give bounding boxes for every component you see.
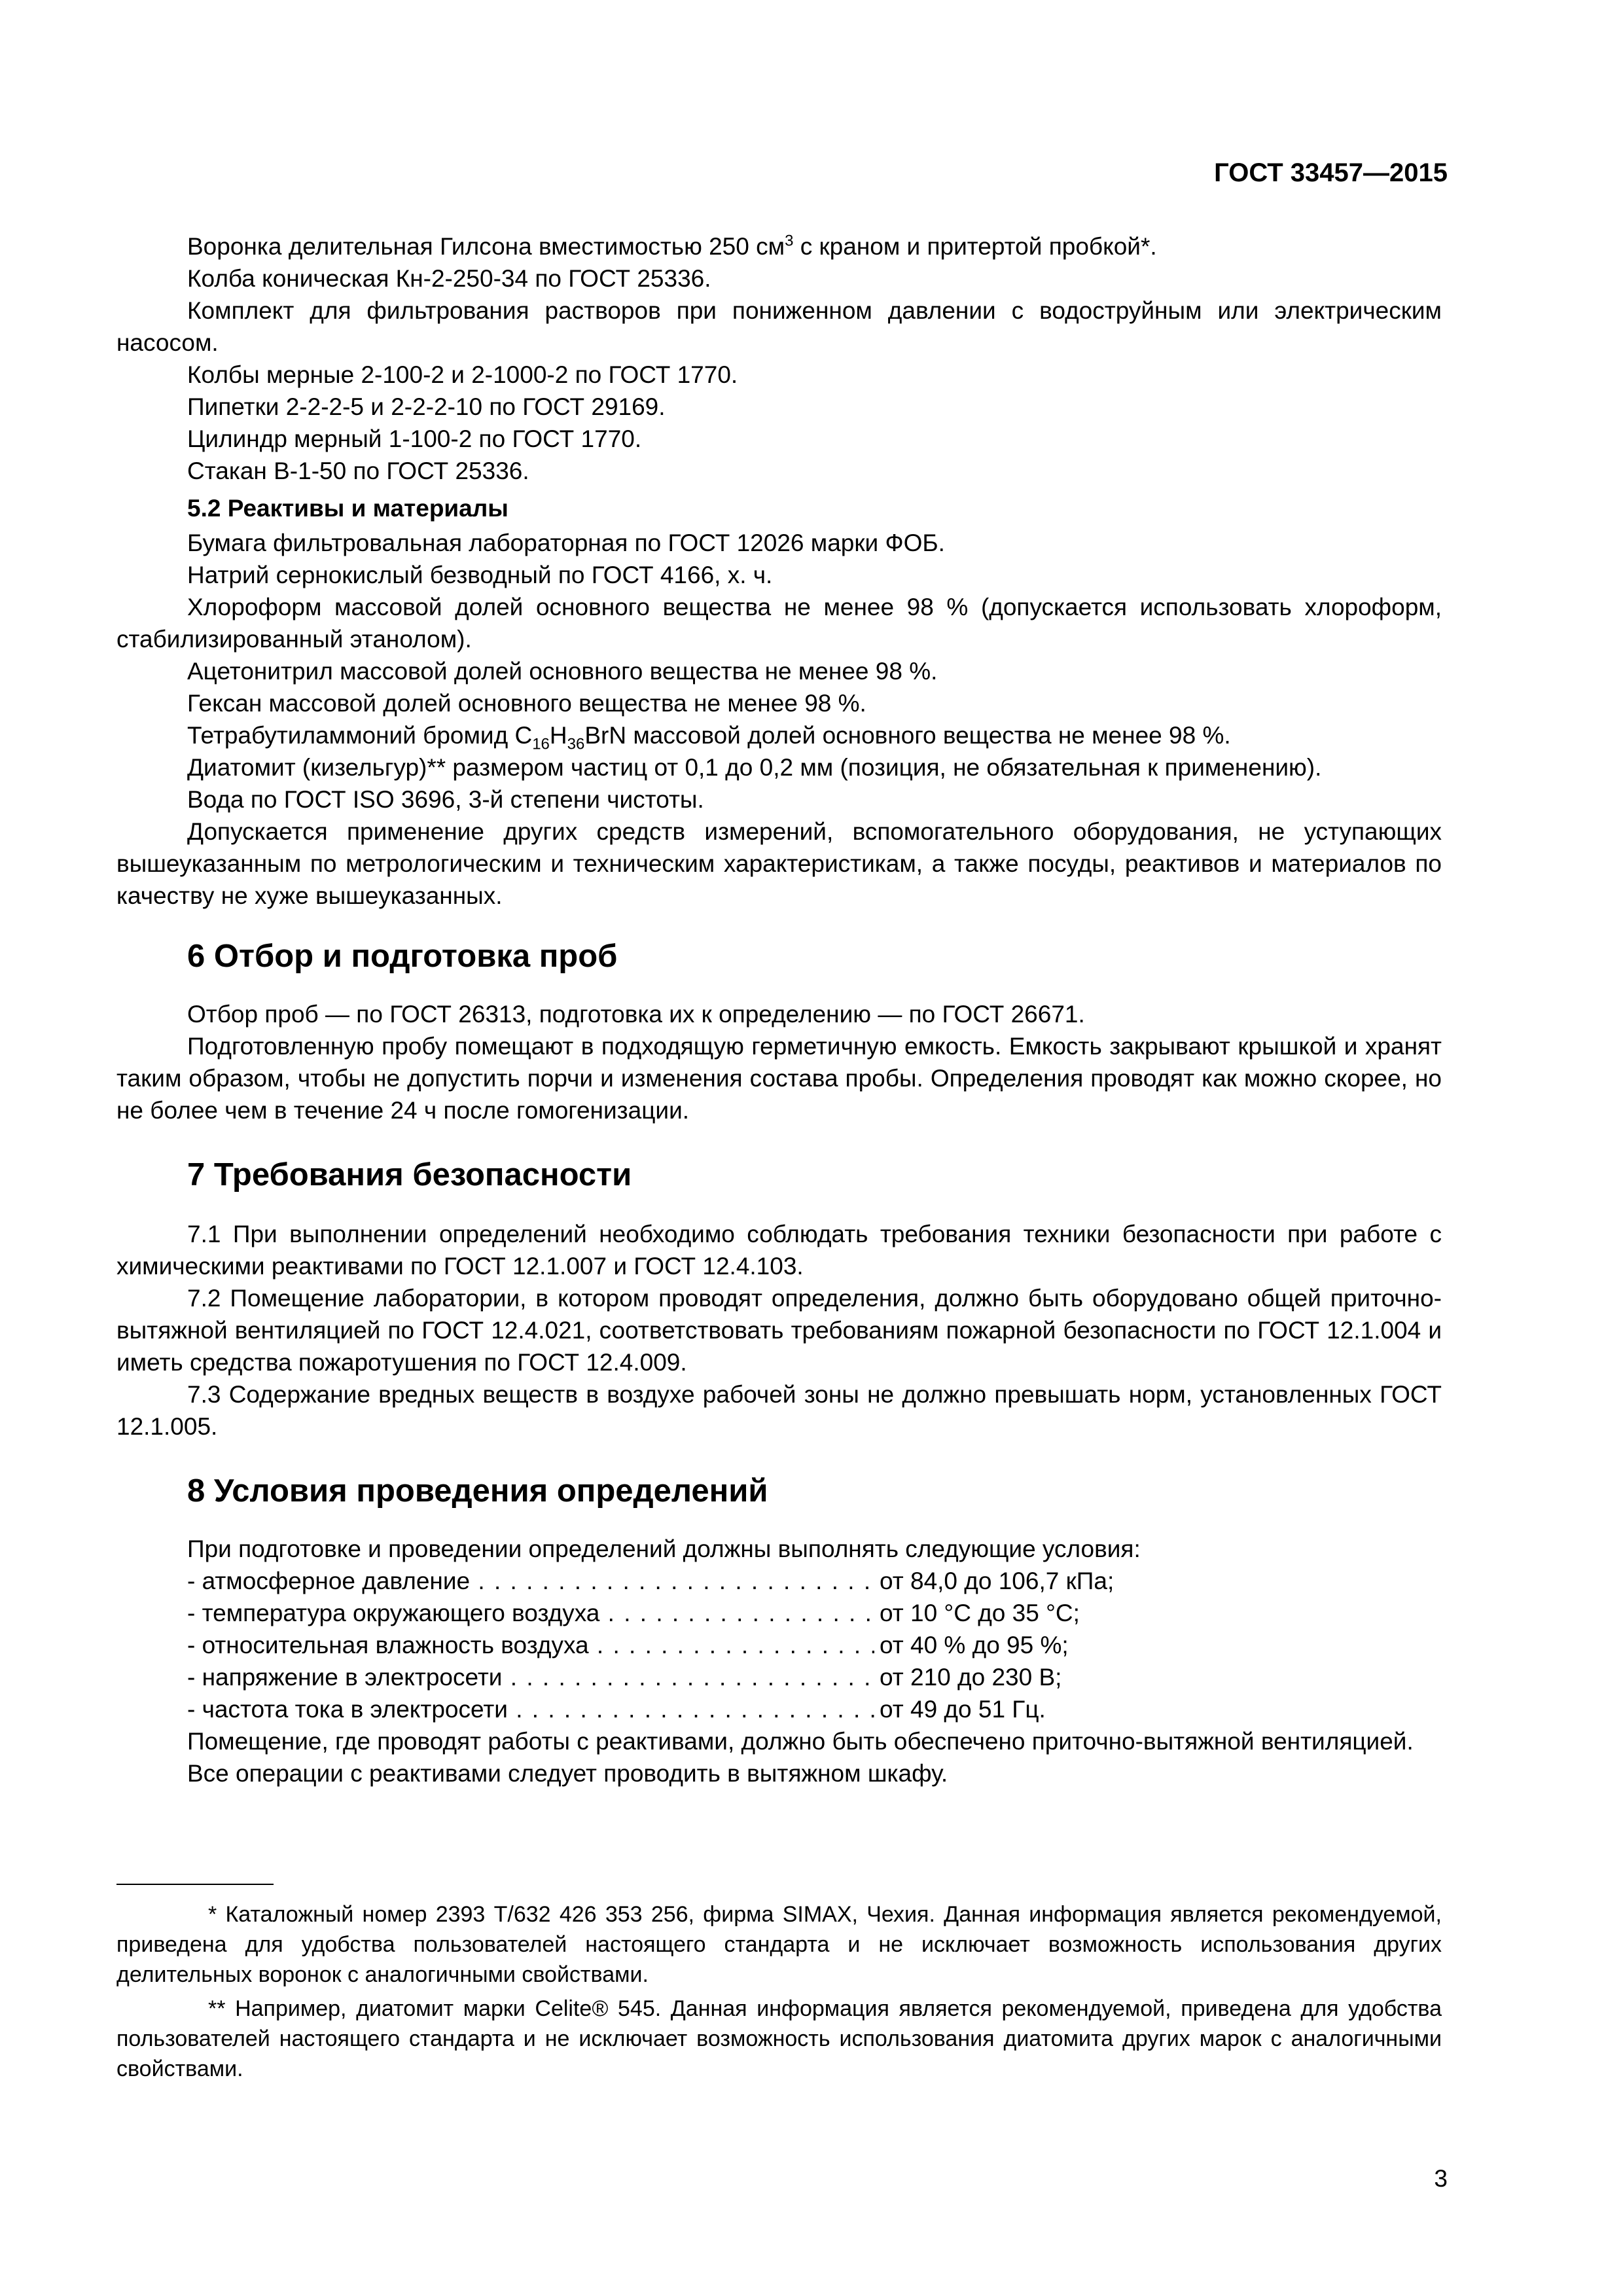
reagent-item: Тетрабутиламмоний бромид $C_{16}H_{36}BrN$ массовой долей основного вещества не менее 98 %. [187, 722, 1231, 753]
section-8-paragraph: Помещение, где проводят работы с реактивами, должно быть обеспечено приточно-вытяжной вентиляцией. [187, 1728, 1414, 1755]
equipment-item: Колбы мерные 2-100-2 и 2-1000-2 по ГОСТ 1770. [187, 361, 738, 388]
reagent-item: Натрий сернокислый безводный по ГОСТ 4166, х. ч. [187, 562, 773, 588]
section-6-paragraph: Подготовленную пробу помещают в подходящую герметичную емкость. Емкость закрывают крышкой и хранят таким образом, чтобы не допустить порчи и изменения состава пробы. Определения проводят как можно скорее, но не более чем в течение 24 ч после гомогенизации. [116, 1033, 1442, 1124]
equipment-item: Колба коническая Кн-2-250-34 по ГОСТ 25336. [187, 265, 711, 292]
reagent-item: Вода по ГОСТ ISO 3696, 3-й степени чистоты. [187, 786, 704, 813]
footnote-2: ** Например, диатомит марки Celite® 545. Данная информация является рекомендуемой, приведена для удобства пользователей настоящего стандарта и не исключает возможность использования диатомита других марок с аналогичными свойствами. [116, 1996, 1442, 2081]
condition-row: - напряжение в электросети . . . от 210 до 230 В; [116, 1661, 1442, 1693]
footnote-divider [116, 1884, 274, 1885]
section-7-paragraph: 7.2 Помещение лаборатории, в котором проводят определения, должно быть оборудовано общей приточно-вытяжной вентиляцией по ГОСТ 12.4.021, соответствовать требованиям пожарной безопасности по ГОСТ 12.1.004 и иметь средства пожаротушения по ГОСТ 12.4.009. [116, 1285, 1442, 1376]
condition-row: - относительная влажность воздуха . . . от 40 % до 95 %; [116, 1629, 1442, 1661]
reagent-note: Допускается применение других средств измерений, вспомогательного оборудования, не уступающих вышеуказанным по метрологическим и техническим характеристикам, а также посуды, реактивов и материалов по качеству не хуже вышеуказанных. [116, 818, 1442, 909]
subsection-5-2-title: 5.2 Реактивы и материалы [187, 495, 508, 522]
equipment-item: Пипетки 2-2-2-5 и 2-2-2-10 по ГОСТ 29169. [187, 393, 666, 420]
footnote-1: * Каталожный номер 2393 Т/632 426 353 256, фирма SIMAX, Чехия. Данная информация является рекомендуемой, приведена для удобства пользователей настоящего стандарта и не исключает возможность использования других делительных воронок с аналогичными свойствами. [116, 1902, 1442, 1987]
equipment-list [116, 230, 1442, 487]
document-id: ГОСТ 33457—2015 [1214, 158, 1448, 187]
section-8-intro: При подготовке и проведении определений должны выполнять следующие условия: [187, 1535, 1141, 1562]
condition-row: - частота тока в электросети . . . от 49 до 51 Гц. [116, 1693, 1442, 1725]
footnotes [116, 1899, 1442, 2088]
equipment-item: Стакан В-1-50 по ГОСТ 25336. [187, 457, 529, 484]
section-7-paragraph: 7.1 При выполнении определений необходимо соблюдать требования техники безопасности при работе с химическими реактивами по ГОСТ 12.1.007 и ГОСТ 12.4.103. [116, 1221, 1442, 1280]
section-8-title: 8 Условия проведения определений [187, 1473, 768, 1509]
reagent-item: Ацетонитрил массовой долей основного вещества не менее 98 %. [187, 658, 938, 685]
reagent-item: Диатомит (кизельгур)** размером частиц от 0,1 до 0,2 мм (позиция, не обязательная к применению). [187, 754, 1322, 781]
condition-row: - атмосферное давление . . . от 84,0 до 106,7 кПа; [116, 1565, 1442, 1597]
conditions-list [116, 1565, 1442, 1725]
section-6-title: 6 Отбор и подготовка проб [187, 939, 618, 974]
section-7-paragraph: 7.3 Содержание вредных веществ в воздухе рабочей зоны не должно превышать норм, установленных ГОСТ 12.1.005. [116, 1381, 1442, 1440]
main-content [116, 230, 1442, 1789]
equipment-item: Воронка делительная Гилсона вместимостью 250 $см^3$ с краном и притертой пробкой*. [187, 232, 1157, 260]
reagent-item: Хлороформ массовой долей основного вещества не менее 98 % (допускается использовать хлороформ, стабилизированный этанолом). [116, 594, 1442, 653]
equipment-item: Комплект для фильтрования растворов при пониженном давлении с водоструйным или электрическим насосом. [116, 297, 1442, 356]
reagent-item: Бумага фильтровальная лабораторная по ГОСТ 12026 марки ФОБ. [187, 529, 945, 556]
condition-row: - температура окружающего воздуха . . . от 10 °С до 35 °С; [116, 1597, 1442, 1629]
equipment-item: Цилиндр мерный 1-100-2 по ГОСТ 1770. [187, 425, 642, 452]
section-7-title: 7 Требования безопасности [187, 1157, 632, 1193]
section-6-paragraph: Отбор проб — по ГОСТ 26313, подготовка их к определению — по ГОСТ 26671. [187, 1001, 1085, 1028]
reagents-list [116, 527, 1442, 912]
section-8-paragraph: Все операции с реактивами следует проводить в вытяжном шкафу. [187, 1760, 948, 1787]
reagent-item: Гексан массовой долей основного вещества не менее 98 %. [187, 690, 866, 717]
page-number: 3 [1434, 2165, 1448, 2192]
